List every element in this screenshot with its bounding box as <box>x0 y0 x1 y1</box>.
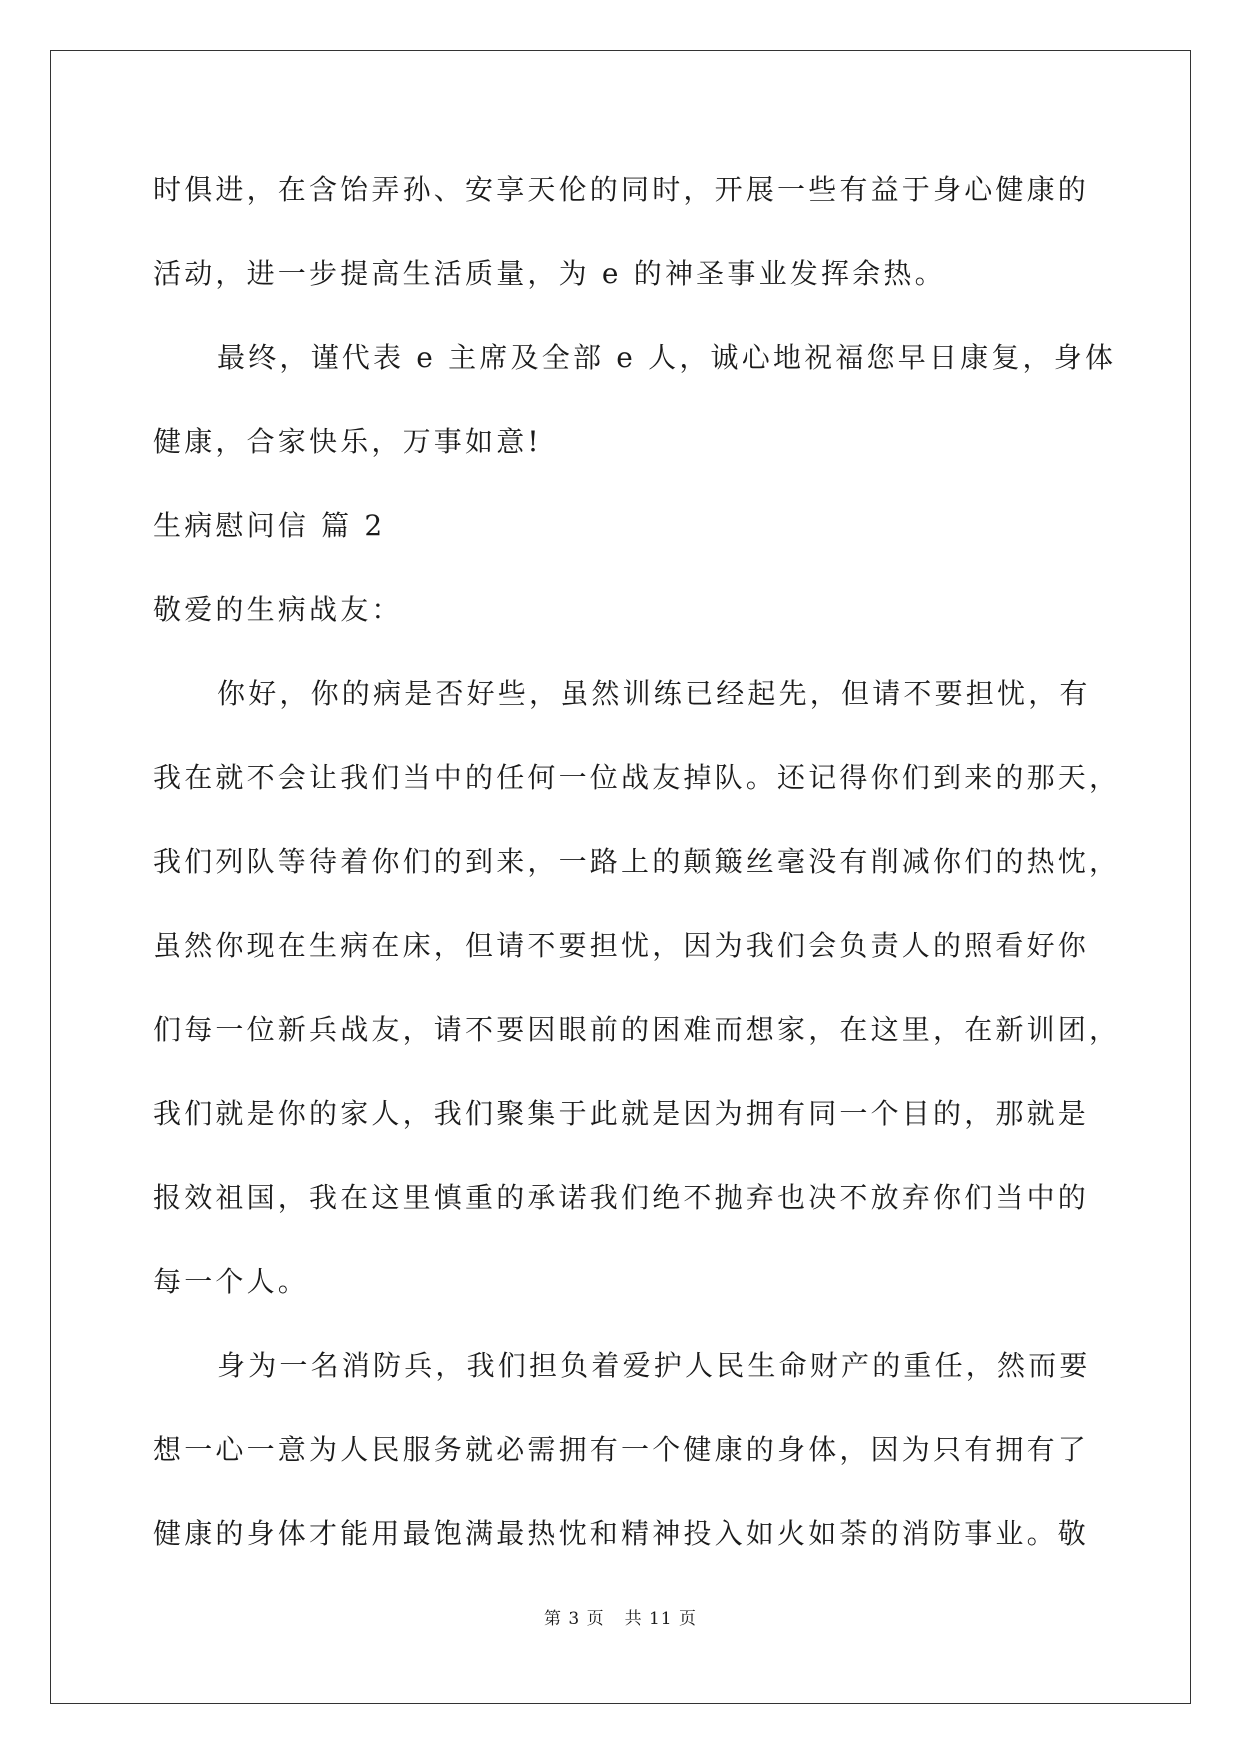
section-heading: 生病慰问信 篇 2 <box>153 509 386 542</box>
text-line: 虽然你现在生病在床，但请不要担忧，因为我们会负责人的照看好你 <box>153 929 1090 962</box>
document-body <box>153 160 1121 1588</box>
text-line: 健康，合家快乐，万事如意! <box>153 425 542 458</box>
text-line: 时俱进，在含饴弄孙、安享天伦的同时，开展一些有益于身心健康的 <box>153 173 1090 206</box>
text-line: 报效祖国，我在这里慎重的承诺我们绝不抛弃也决不放弃你们当中的 <box>153 1181 1090 1214</box>
text-line: 们每一位新兵战友，请不要因眼前的困难而想家，在这里，在新训团， <box>153 1013 1121 1046</box>
text-line: 我们就是你的家人，我们聚集于此就是因为拥有同一个目的，那就是 <box>153 1097 1090 1130</box>
page-footer <box>0 1604 1241 1629</box>
text-line: 身为一名消防兵，我们担负着爱护人民生命财产的重任，然而要 <box>217 1349 1091 1382</box>
text-line: 我在就不会让我们当中的任何一位战友掉队。还记得你们到来的那天， <box>153 761 1121 794</box>
page-total: 共 11 页 <box>624 1609 698 1629</box>
text-line: 每一个人。 <box>153 1265 310 1298</box>
text-line: 健康的身体才能用最饱满最热忱和精神投入如火如荼的消防事业。敬 <box>153 1517 1090 1550</box>
text-line: 我们列队等待着你们的到来，一路上的颠簸丝毫没有削减你们的热忱， <box>153 845 1121 878</box>
text-line: 活动，进一步提高生活质量，为 e 的神圣事业发挥余热。 <box>153 257 946 290</box>
text-line: 最终，谨代表 e 主席及全部 e 人，诚心地祝福您早日康复，身体 <box>217 341 1117 374</box>
text-line: 你好，你的病是否好些，虽然训练已经起先，但请不要担忧，有 <box>217 677 1091 710</box>
page-number: 第 3 页 <box>543 1609 605 1629</box>
text-line: 想一心一意为人民服务就必需拥有一个健康的身体，因为只有拥有了 <box>153 1433 1090 1466</box>
salutation: 敬爱的生病战友： <box>153 593 403 626</box>
